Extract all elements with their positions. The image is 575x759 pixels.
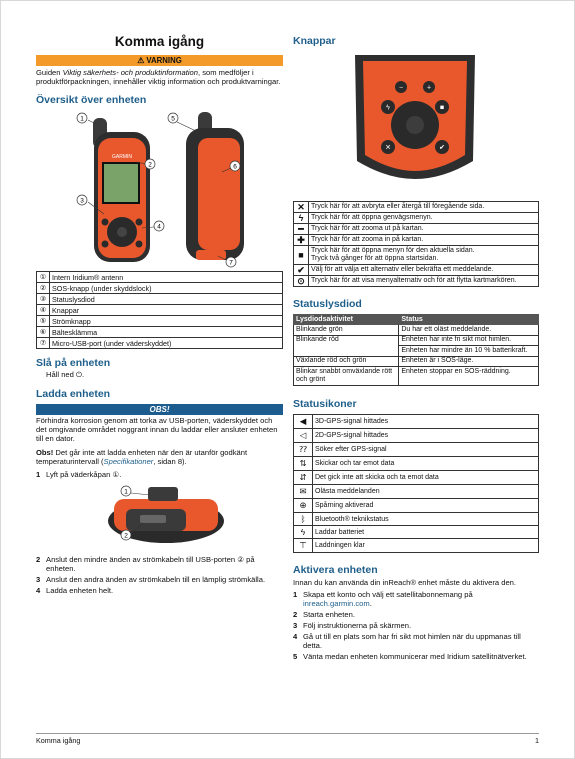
svg-text:✕: ✕ [385, 144, 391, 152]
unread-message-icon: ✉ [294, 485, 313, 499]
button-description: Tryck här för att öppna menyn för den aktuella sidan. Tryck två gånger för att öppna startsidan. [309, 246, 539, 265]
status-icon-label: Spårning aktiverad [313, 499, 539, 513]
svg-text:2: 2 [148, 161, 152, 169]
led-row [294, 335, 539, 346]
charge-step: 3 Anslut den andra änden av strömkabeln till en lämplig strömkälla. [36, 575, 266, 584]
status-icon-label: 2D-GPS-signal hittades [313, 429, 539, 443]
shortcut-icon: ϟ [294, 213, 309, 224]
device-illustration [36, 110, 283, 270]
status-icons-heading: Statusikoner [293, 398, 357, 410]
plus-icon: ✚ [294, 235, 309, 246]
device-brand-text: GARMIN [112, 154, 132, 160]
status-icon-label: Olästa meddelanden [313, 485, 539, 499]
notice-banner: OBS! [36, 404, 283, 415]
charging-icon: ϟ [294, 526, 313, 539]
button-row [294, 235, 539, 246]
status-icon-row [294, 471, 539, 485]
footer-section: Komma igång [36, 736, 81, 745]
send-receive-icon: ⇅ [294, 457, 313, 471]
status-icon-row [294, 485, 539, 499]
svg-text:✔: ✔ [439, 144, 445, 152]
svg-text:1: 1 [124, 488, 128, 496]
charge-steps [36, 555, 283, 595]
led-activity: Blinkande grön [294, 325, 399, 336]
left-column [36, 31, 283, 597]
part-number: ③ [37, 294, 50, 305]
status-icon-row [294, 415, 539, 429]
button-description: Tryck här för att öppna genvägsmenyn. [309, 213, 539, 224]
buttons-table [293, 201, 539, 287]
warning-banner [36, 55, 283, 66]
right-column [293, 31, 539, 663]
charged-icon: ⊤ [294, 539, 313, 553]
activate-intro: Innan du kan använda din inReach® enhet måste du aktivera den. [293, 578, 517, 587]
status-icon-label: 3D-GPS-signal hittades [313, 415, 539, 429]
part-number: ⑤ [37, 316, 50, 327]
button-row [294, 202, 539, 213]
activate-step: 1 Skapa ett konto och välj ett satellitabonnemang på inreach.garmin.com. [293, 590, 473, 608]
svg-text:+: + [426, 84, 432, 92]
button-description: Tryck här för att avbryta eller återgå till föregående sida. [309, 202, 539, 213]
status-icons-table [293, 414, 539, 553]
menu-icon: ■ [294, 246, 309, 265]
led-activity: Blinkande röd [294, 335, 399, 356]
activate-step: 5 Vänta medan enheten kommunicerar med Iridium satellitnätverket. [293, 652, 527, 661]
parts-row [37, 338, 283, 349]
minus-icon: ━ [294, 224, 309, 235]
activate-steps [293, 590, 539, 661]
svg-text:−: − [398, 84, 404, 92]
part-label: Micro-USB-port (under väderskyddet) [50, 338, 283, 349]
gps-search-icon: ⁇ [294, 443, 313, 457]
parts-row [37, 305, 283, 316]
gps-3d-icon: ◀ [294, 415, 313, 429]
part-label: Knappar [50, 305, 283, 316]
button-row [294, 224, 539, 235]
activate-step: 4 Gå ut till en plats som har fri sikt mot himlen när du uppmanas till detta. [293, 632, 521, 650]
parts-row [37, 327, 283, 338]
gps-2d-icon: ◁ [294, 429, 313, 443]
svg-text:5: 5 [171, 115, 175, 123]
status-icon-label: Laddningen klar [313, 539, 539, 553]
status-icon-row [294, 499, 539, 513]
activate-heading: Aktivera enheten [293, 564, 378, 576]
activate-step: 3 Följ instruktionerna på skärmen. [293, 621, 412, 630]
tracking-icon: ⊕ [294, 499, 313, 513]
page-footer [36, 733, 539, 745]
svg-text:2: 2 [124, 532, 128, 540]
parts-row [37, 294, 283, 305]
specifications-link[interactable]: Specifikationer [103, 457, 154, 466]
warning-label: VARNING [146, 56, 182, 65]
button-description: Tryck här för att zooma in på kartan. [309, 235, 539, 246]
status-icon-label: Bluetooth® teknikstatus [313, 513, 539, 526]
status-led-table [293, 314, 539, 386]
button-description: Tryck här för att visa menyalternativ och för att flytta kartmarkören. [309, 276, 539, 287]
status-icon-row [294, 429, 539, 443]
send-error-icon: ⇵ [294, 471, 313, 485]
svg-text:4: 4 [157, 223, 161, 231]
svg-text:3: 3 [80, 197, 84, 205]
bluetooth-icon: ᛒ [294, 513, 313, 526]
led-col-activity: Lysdiodsaktivitet [294, 315, 399, 325]
device-front [93, 118, 150, 262]
button-row [294, 265, 539, 276]
led-status: Enheten är i SOS-läge. [399, 356, 539, 367]
part-number: ⑦ [37, 338, 50, 349]
led-row [294, 367, 539, 386]
charging-port-illustration [36, 481, 283, 547]
status-icon-label: Söker efter GPS-signal [313, 443, 539, 457]
page-title: Komma igång [114, 34, 205, 49]
warning-text: Guiden Viktig säkerhets- och produktinformation, som medföljer i produktförpackningen, innehåller viktig information och produktvarningar. [36, 68, 281, 86]
status-icon-row [294, 526, 539, 539]
svg-text:1: 1 [80, 115, 84, 123]
svg-text:7: 7 [229, 259, 233, 267]
button-description: Tryck här för att zooma ut på kartan. [309, 224, 539, 235]
power-on-heading: Slå på enheten [36, 357, 111, 369]
check-icon: ✔ [294, 265, 309, 276]
status-icon-row [294, 539, 539, 553]
part-label: SOS-knapp (under skyddslock) [50, 283, 283, 294]
part-number: ⑥ [37, 327, 50, 338]
overview-heading: Översikt över enheten [36, 94, 147, 106]
led-status: Enheten har mindre än 10 % batterikraft. [399, 346, 539, 357]
led-status: Enheten stoppar en SOS-räddning. [399, 367, 539, 386]
part-label: Intern Iridium® antenn [50, 272, 283, 283]
charge-step-1: 1 Lyft på väderkåpan ①. [36, 470, 122, 479]
buttons-heading: Knappar [293, 35, 336, 47]
keypad-illustration [293, 51, 539, 179]
led-row [294, 325, 539, 336]
part-label: Statuslysdiod [50, 294, 283, 305]
cancel-icon: ✕ [294, 202, 309, 213]
status-icon-row [294, 513, 539, 526]
status-icon-row [294, 457, 539, 471]
page-number: 1 [535, 736, 539, 745]
charge-note: Obs! Det går inte att ladda enheten när den är utanför godkänt temperaturintervall (Specifikationer, sidan 8). [36, 448, 248, 466]
parts-row [37, 272, 283, 283]
activate-step: 2 Starta enheten. [293, 610, 355, 619]
parts-row [37, 283, 283, 294]
svg-text:■: ■ [439, 104, 445, 112]
button-row [294, 246, 539, 265]
svg-text:6: 6 [233, 163, 237, 171]
status-icon-label: Laddar batteriet [313, 526, 539, 539]
notice-text: Förhindra korrosion genom att torka av USB-porten, väderskyddet och det omgivande området noggrant innan du laddar eller ansluter enheten till en dator. [36, 416, 278, 443]
led-status: Enheten har inte fri sikt mot himlen. [399, 335, 539, 346]
charge-heading: Ladda enheten [36, 388, 111, 400]
charge-step: 4 Ladda enheten helt. [36, 586, 114, 595]
button-row [294, 276, 539, 287]
button-row [294, 213, 539, 224]
device-back [186, 112, 244, 260]
part-label: Bältesklämma [50, 327, 283, 338]
part-number: ② [37, 283, 50, 294]
part-label: Strömknapp [50, 316, 283, 327]
warning-triangle-icon: ⚠ [137, 56, 145, 65]
status-led-heading: Statuslysdiod [293, 298, 362, 310]
svg-text:ϟ: ϟ [386, 104, 390, 112]
led-row [294, 356, 539, 367]
power-on-text: Håll ned ⏻. [46, 370, 85, 379]
led-activity: Blinkar snabbt omväxlande rött och grönt [294, 367, 399, 386]
dpad-icon: ⊙ [294, 276, 309, 287]
led-col-status: Status [399, 315, 539, 325]
button-description: Välj för att välja ett alternativ eller bekräfta ett meddelande. [309, 265, 539, 276]
status-icon-label: Skickar och tar emot data [313, 457, 539, 471]
status-icon-row [294, 443, 539, 457]
led-status: Du har ett oläst meddelande. [399, 325, 539, 336]
status-icon-label: Det gick inte att skicka och ta emot data [313, 471, 539, 485]
parts-row [37, 316, 283, 327]
inreach-link[interactable]: inreach.garmin.com [303, 599, 370, 608]
part-number: ① [37, 272, 50, 283]
charge-step: 2 Anslut den mindre änden av strömkabeln till USB-porten ② på enheten. [36, 555, 255, 573]
part-number: ④ [37, 305, 50, 316]
led-activity: Växlande röd och grön [294, 356, 399, 367]
parts-table [36, 271, 283, 349]
